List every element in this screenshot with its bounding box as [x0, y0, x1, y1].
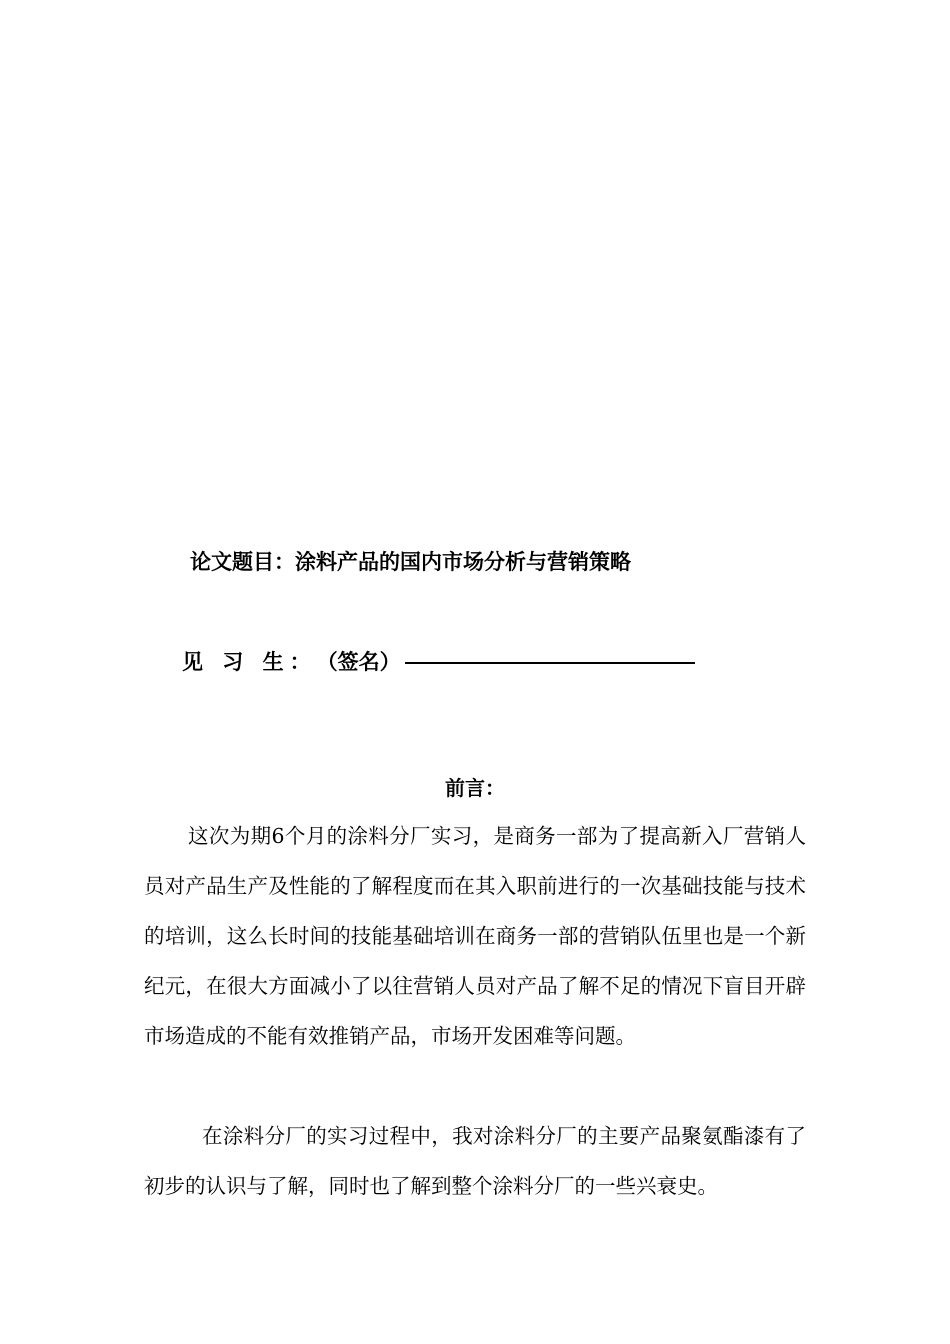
- preface-heading: 前言：: [445, 776, 505, 800]
- signature-blank-rule: [405, 662, 695, 664]
- thesis-title: 论文题目：涂料产品的国内市场分析与营销策略: [190, 550, 631, 574]
- preface-paragraph-2: 在涂料分厂的实习过程中，我对涂料分厂的主要产品聚氨酯漆有了初步的认识与了解，同时也了解到整个涂料分厂的一些兴衰史。: [144, 1124, 806, 1198]
- preface-paragraph-1: 这次为期6个月的涂料分厂实习，是商务一部为了提高新入厂营销人员对产品生产及性能的了解程度而在其入职前进行的一次基础技能与技术的培训，这么长时间的技能基础培训在商务一部的营销队伍里也是一个新纪元，在很大方面减小了以往营销人员对产品了解不足的情况下盲目开辟市场造成的不能有效推销产品，市场开发困难等问题。: [144, 824, 806, 1048]
- signature-hint: （签名）: [316, 650, 401, 674]
- signature-label: 见 习 生：: [182, 650, 317, 674]
- signature-line: [182, 646, 695, 678]
